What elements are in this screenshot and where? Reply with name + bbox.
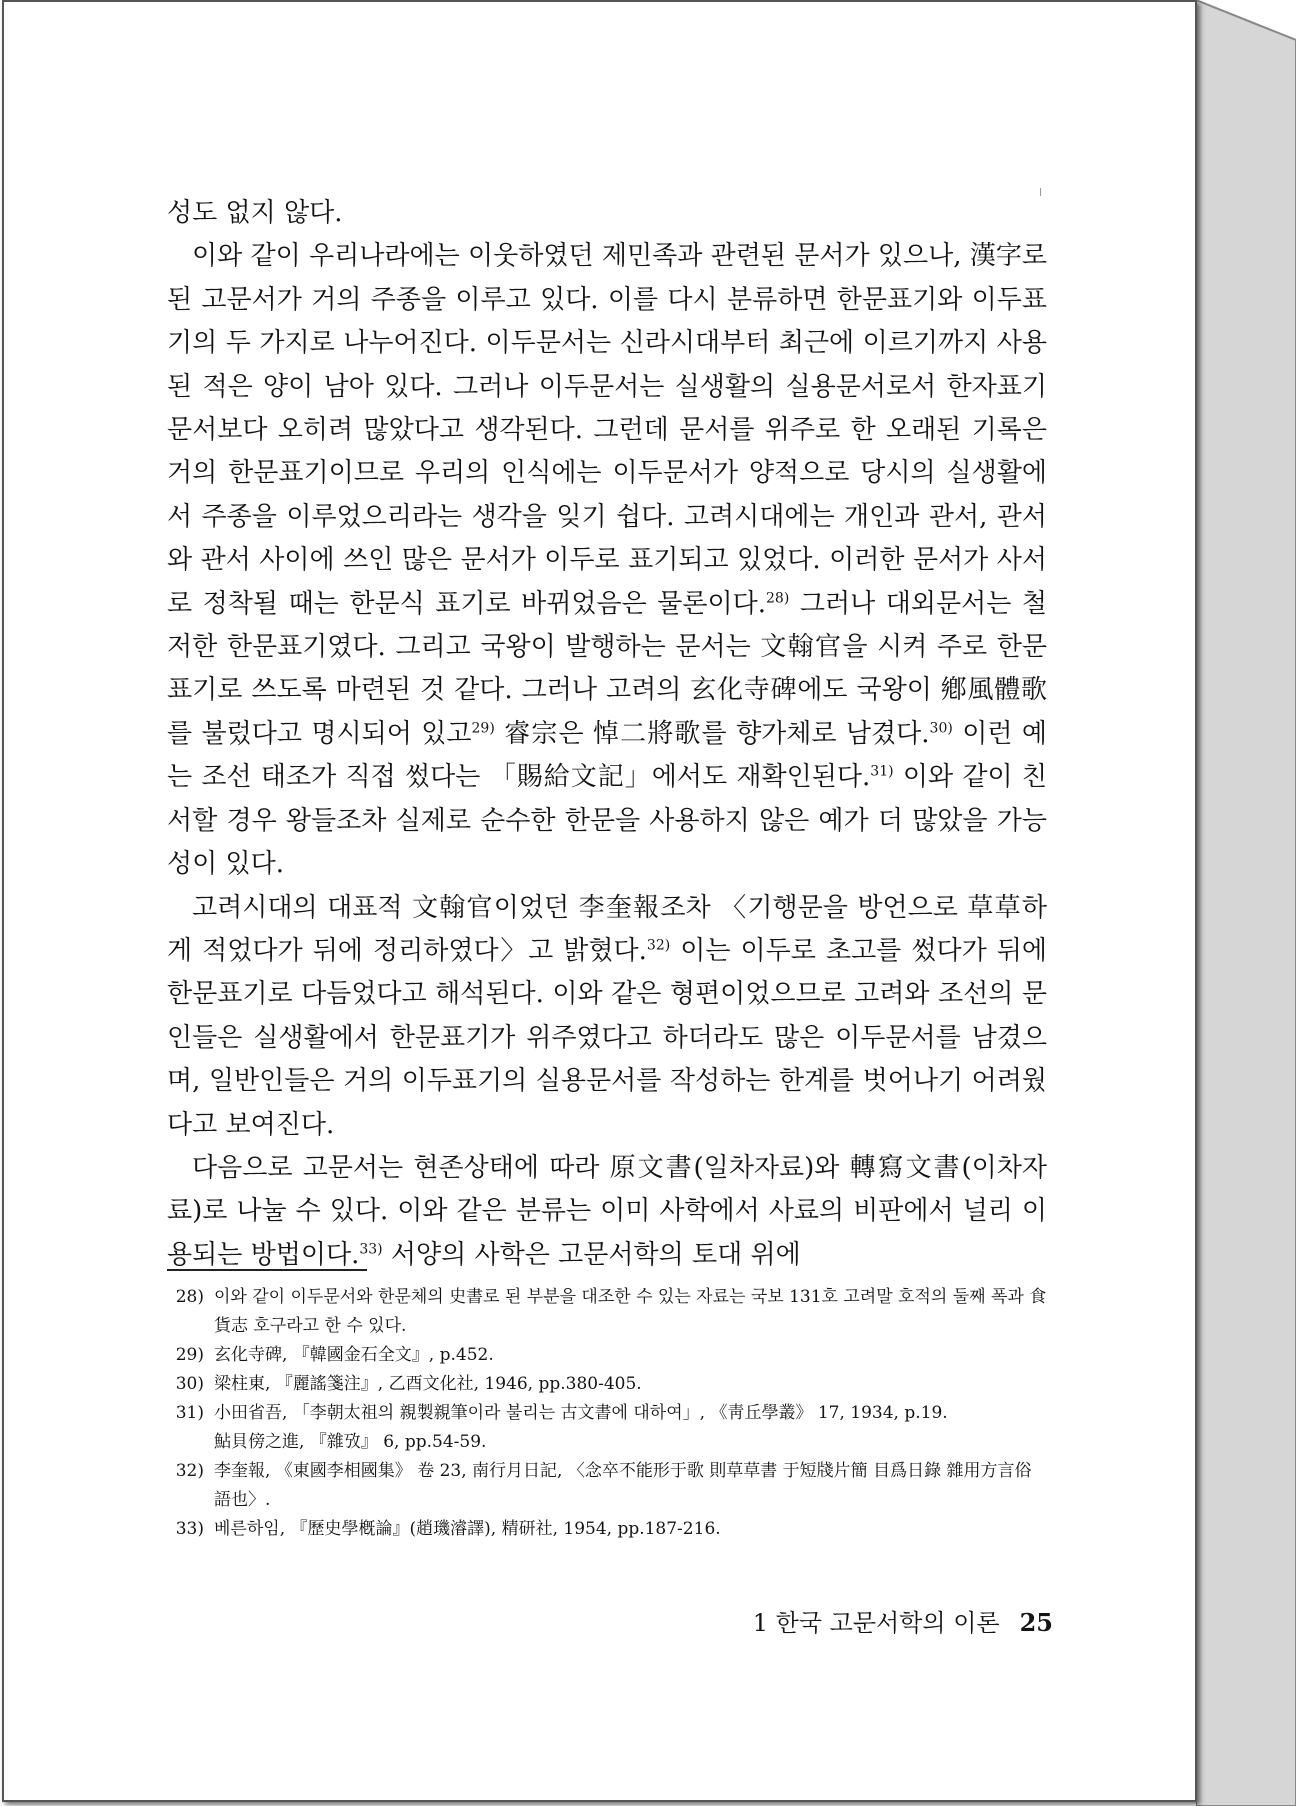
- footnote-31-continued: 鮎貝傍之進, 『雜攷』 6, pp.54-59.: [214, 1432, 487, 1452]
- footnote-ref-33[interactable]: 33): [359, 1241, 383, 1258]
- footnote-29: 29) 玄化寺碑, 『韓國金石全文』, p.452.: [175, 1345, 494, 1365]
- paragraph-3: 고려시대의 대표적 文翰官이었던 李奎報조차 〈기행문을 방언으로 草草하게 적었다가 뒤에 정리하였다〉고 밝혔다.$^{32)}$ 이는 이두로 초고를 썼다가 뒤에 한문표기로 다듬었다고 해석된다. 이와 같은 형편이었으므로 고려와 조선의 문인들은 실생활에서 한문표기가 위주였다고 하더라도 많은 이두문서를 남겼으며, 일반인들은 거의 이두표기의 실용문서를 작성하는 한계를 벗어나기 어려웠다고 보여진다.: [167, 892, 1047, 1140]
- footnote-ref-30[interactable]: 30): [929, 720, 953, 737]
- footnote-ref-31[interactable]: 31): [870, 763, 894, 780]
- page-footer: [693, 1603, 1053, 1638]
- running-chapter-title: 1 한국 고문서학의 이론: [752, 1609, 1000, 1637]
- footnotes: [167, 1283, 1047, 1544]
- footnote-ref-28[interactable]: 28): [766, 590, 790, 606]
- page-stack-side: [1196, 0, 1296, 1806]
- paragraph-2: 이와 같이 우리나라에는 이웃하였던 제민족과 관련된 문서가 있으나, 漢字로 된 고문서가 거의 주종을 이루고 있다. 이를 다시 분류하면 한문표기와 이두표기의 두 가지로 나누어진다. 이두문서는 신라시대부터 최근에 이르기까지 사용된 적은 양이 남아 있다. 그러나 이두문서는 실생활의 실용문서로서 한자표기문서보다 오히려 많았다고 생각된다. 그런데 문서를 위주로 한 오래된 기록은 거의 한문표기이므로 우리의 인식에는 이두문서가 양적으로 당시의 실생활에서 주종을 이루었으리라는 생각을 잊기 쉽다. 고려시대에는 개인과 관서, 관서와 관서 사이에 쓰인 많은 문서가 이두로 표기되고 있었다. 이러한 문서가 사서로 정착될 때는 한문식 표기로 바뀌었음은 물론이다.$^{28)}$ 그러나 대외문서는 철저한 한문표기였다. 그리고 국왕이 발행하는 문서는 文翰官을 시켜 주로 한문표기로 쓰도록 마련된 것 같다. 그러나 고려의 玄化寺碑에도 국왕이 鄕風體歌를 불렀다고 명시되어 있고$^{29)}$ 睿宗은 悼二將歌를 향가체로 남겼다.$^{30)}$ 이런 예는 조선 태조가 직접 썼다는 「賜給文記」에서도 재확인된다.$^{31)}$ 이와 같이 친서할 경우 왕들조차 실제로 순수한 한문을 사용하지 않은 예가 더 많았을 가능성이 있다.: [167, 241, 1048, 880]
- footnote-28: 28) 이와 같이 이두문서와 한문체의 史書로 된 부분을 대조한 수 있는 자료는 국보 131호 고려말 호적의 둘째 폭과 食貨志 호구라고 한 수 있다.: [175, 1287, 1047, 1336]
- footnote-33: 33) 베른하임, 『歷史學槪論』(趙璣濬譯), 精研社, 1954, pp.187-216.: [175, 1519, 721, 1539]
- paragraph-1: 성도 없지 않다.: [167, 198, 343, 228]
- footnote-32: 32) 李奎報, 《東國李相國集》 卷 23, 南行月日記, 〈念卒不能形于歌 則草草書 于短牋片簡 目爲日錄 雜用方言俗語也〉.: [175, 1461, 1032, 1510]
- footnote-30: 30) 梁柱東, 『麗謠箋注』, 乙酉文化社, 1946, pp.380-405.: [175, 1374, 642, 1394]
- footnote-ref-32[interactable]: 32): [646, 937, 671, 954]
- page-number: 25: [1019, 1608, 1053, 1637]
- body-text: [167, 192, 1047, 1277]
- footnote-31: 31) 小田省吾, 「李朝太祖의 親製親筆이라 불리는 古文書에 대하여」, 《靑丘學叢》 17, 1934, p.19.: [175, 1403, 948, 1423]
- footnote-ref-29[interactable]: 29): [471, 720, 495, 737]
- paragraph-4: 다음으로 고문서는 현존상태에 따라 原文書(일차자료)와 轉寫文書(이차자료)로 나눌 수 있다. 이와 같은 분류는 이미 사학에서 사료의 비판에서 널리 이용되는 방법이다.$^{33)}$ 서양의 사학은 고문서학의 토대 위에: [167, 1152, 1047, 1270]
- footnote-divider: [167, 1269, 367, 1271]
